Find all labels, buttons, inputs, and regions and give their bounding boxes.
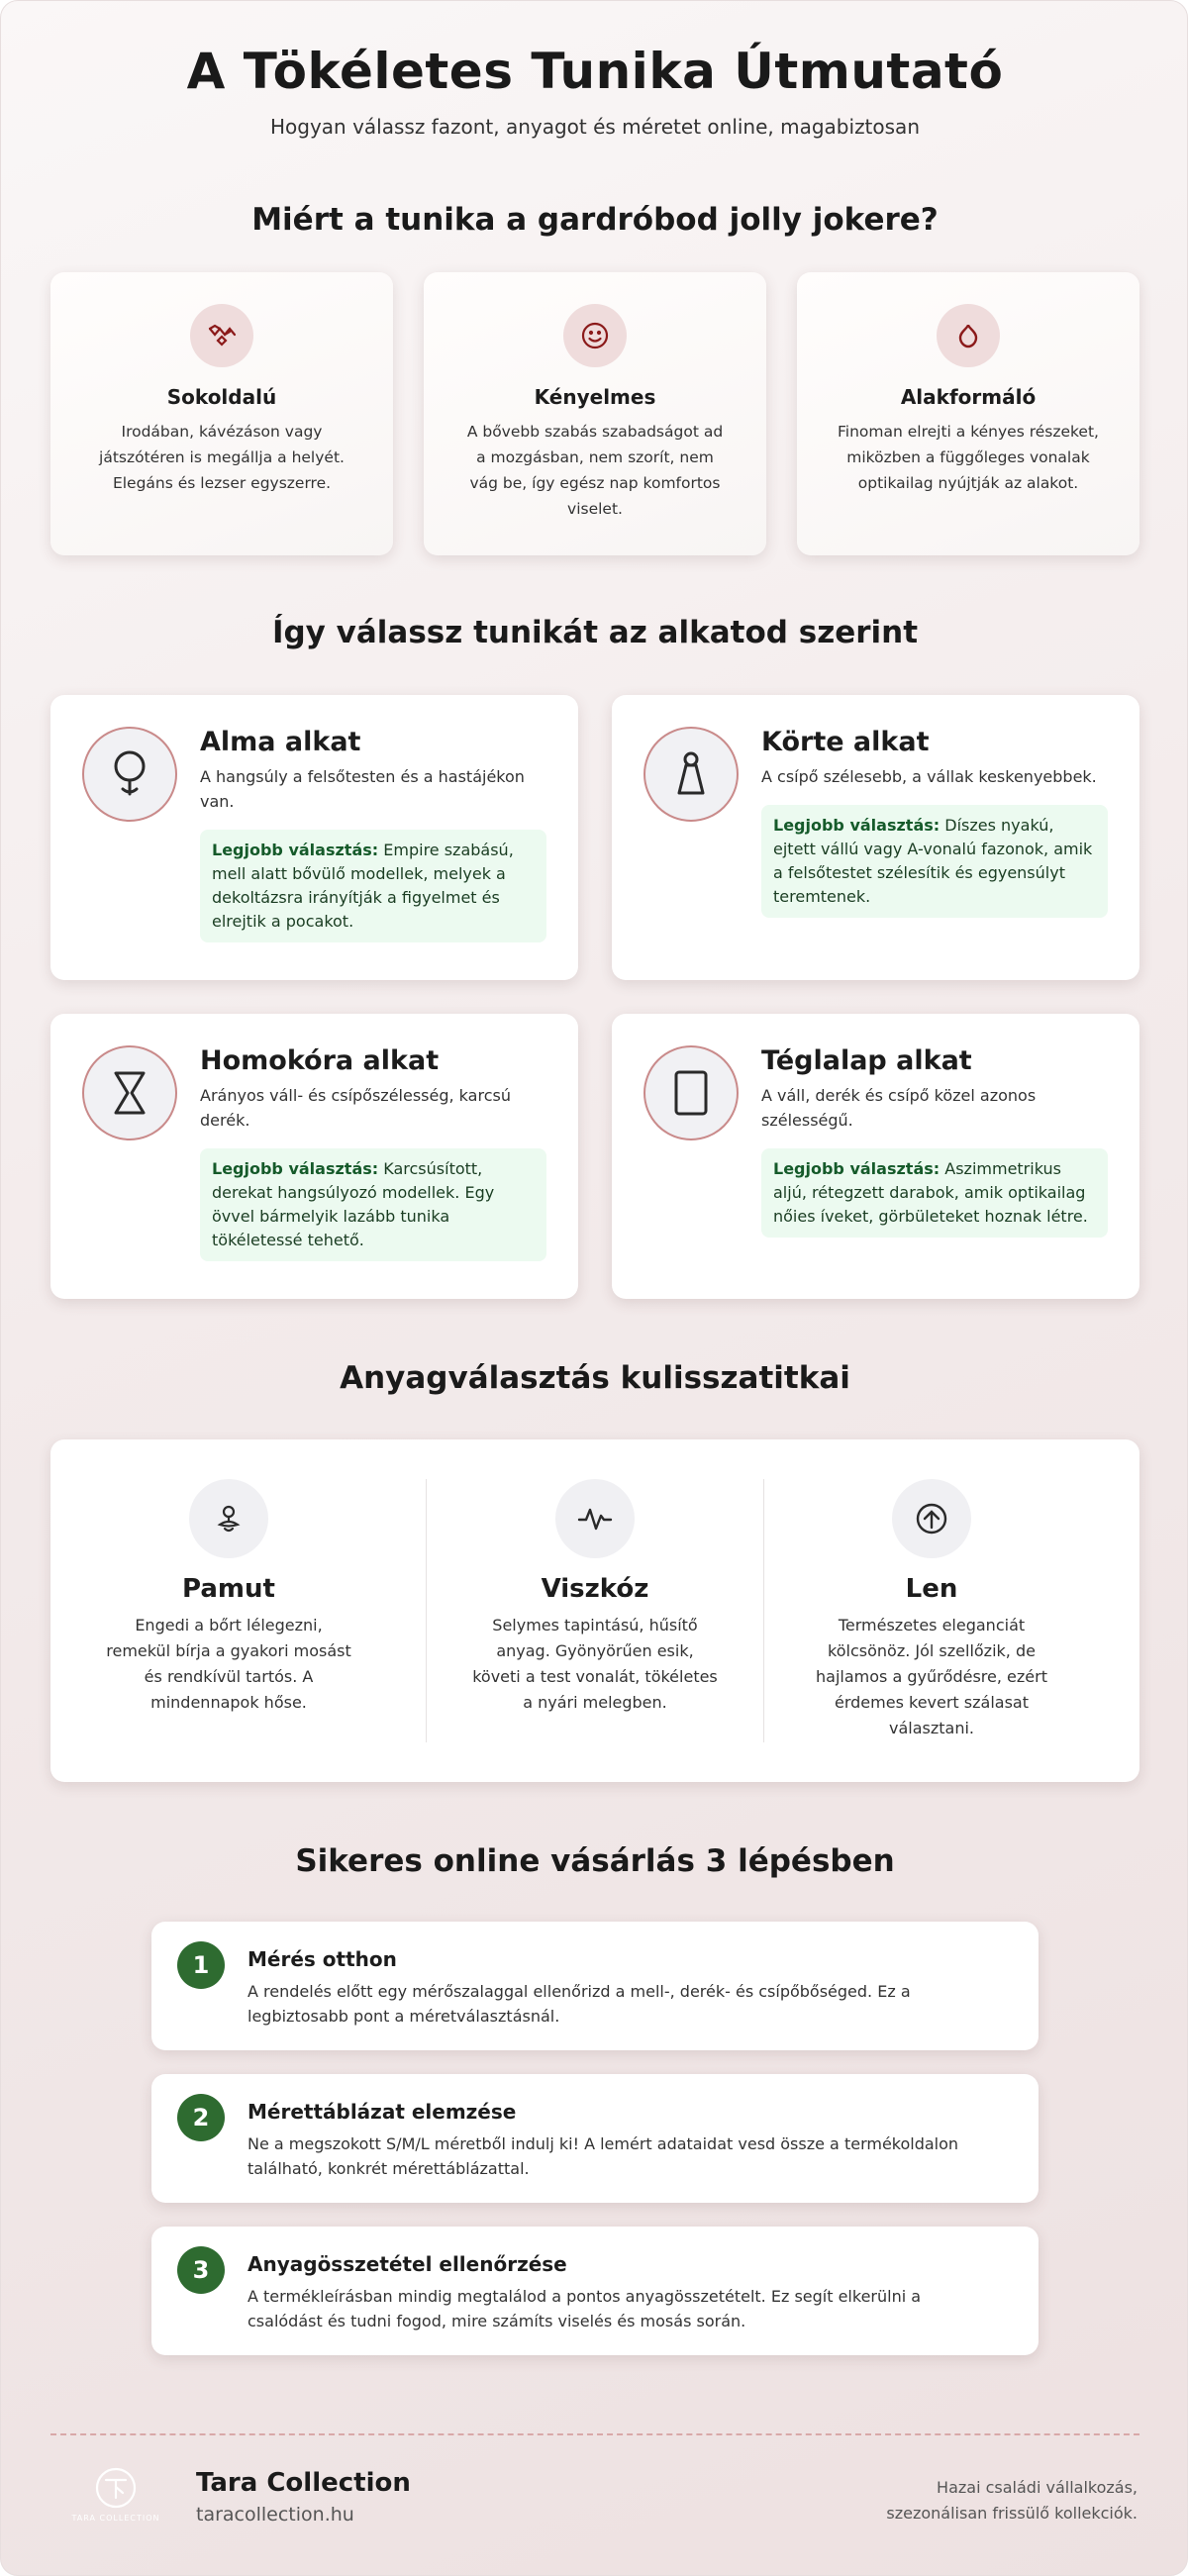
body-card-apple bbox=[50, 695, 578, 980]
page-title: A Tökéletes Tunika Útmutató bbox=[186, 43, 1004, 100]
material-linen bbox=[763, 1439, 1100, 1782]
linen-icon bbox=[892, 1479, 971, 1558]
shape-icon bbox=[937, 304, 1000, 367]
footer-note bbox=[886, 2475, 1138, 2526]
versatile-icon bbox=[190, 304, 253, 367]
pear-shape-icon bbox=[644, 727, 739, 822]
why-card-title: Alakformáló bbox=[900, 385, 1037, 409]
body-card-rectangle bbox=[612, 1014, 1139, 1299]
body-types-section-title: Így válassz tunikát az alkatod szerint bbox=[271, 615, 919, 650]
materials-card bbox=[50, 1439, 1139, 1782]
why-card-title: Kényelmes bbox=[534, 385, 656, 409]
cotton-icon bbox=[189, 1479, 268, 1558]
tip-label: Legjobb választás: bbox=[773, 816, 940, 835]
step-title: Anyagösszetétel ellenőrzése bbox=[248, 2252, 567, 2276]
why-card-title: Sokoldalú bbox=[166, 385, 277, 409]
logo-wordmark: TARA COLLECTION bbox=[71, 2514, 160, 2523]
tip-text: Aszimmetrikus aljú, rétegzett darabok, amik optikailag nőies íveket, görbületeket hoznak létre. bbox=[773, 1159, 1088, 1226]
apple-shape-icon bbox=[82, 727, 177, 822]
body-card-title: Téglalap alkat bbox=[761, 1045, 972, 1076]
material-viscose bbox=[427, 1439, 763, 1782]
step-number-badge: 1 bbox=[177, 1941, 225, 1989]
step-number-badge: 3 bbox=[177, 2246, 225, 2294]
body-card-hourglass bbox=[50, 1014, 578, 1299]
body-card-title: Alma alkat bbox=[200, 727, 361, 757]
body-card-tip bbox=[761, 805, 1108, 918]
why-card-comfortable bbox=[424, 272, 766, 555]
footer-website-link[interactable]: taracollection.hu bbox=[196, 2504, 354, 2526]
tip-text: Díszes nyakú, ejtett vállú vagy A-vonalú fazonok, amik a felsőtestet szélesítik és egyensúlyt teremtenek. bbox=[773, 816, 1093, 906]
footer-brand-name: Tara Collection bbox=[196, 2468, 411, 2498]
material-text: Selymes tapintású, hűsítő anyag. Gyönyörűen esik, követi a test vonalát, tökéletes a nyári melegben. bbox=[472, 1616, 718, 1712]
body-card-tip bbox=[200, 1148, 546, 1261]
material-cotton bbox=[60, 1439, 397, 1782]
steps-section-title: Sikeres online vásárlás 3 lépésben bbox=[295, 1843, 895, 1879]
why-card-text: A bővebb szabás szabadságot ad a mozgásban, nem szorít, nem vág be, így egész nap komfortos viselet. bbox=[466, 423, 724, 518]
step-text: Ne a megszokott S/M/L méretből indulj ki! A lemért adataidat vesd össze a termékoldalon található, konkrét mérettáblázattal. bbox=[248, 2134, 959, 2178]
footer-note-line: Hazai családi vállalkozás, bbox=[937, 2478, 1138, 2497]
step-text: A termékleírásban mindig megtalálod a pontos anyagösszetételt. Ez segít elkerülni a csalódást és tudni fogod, mire számíts viselés és mosás során. bbox=[248, 2287, 922, 2330]
step-text: A rendelés előtt egy mérőszalaggal ellenőrizd a mell-, derék- és csípőbőséged. Ez a legbiztosabb pont a méretválasztásnál. bbox=[248, 1982, 911, 2026]
step-card bbox=[151, 1922, 1039, 2050]
material-title: Pamut bbox=[182, 1574, 275, 1604]
body-card-title: Körte alkat bbox=[761, 727, 930, 757]
body-card-description: Arányos váll- és csípőszélesség, karcsú derék. bbox=[200, 1086, 511, 1130]
step-title: Mérés otthon bbox=[248, 1947, 397, 1971]
brand-logo bbox=[71, 2465, 160, 2528]
why-card-shaping bbox=[797, 272, 1139, 555]
step-title: Mérettáblázat elemzése bbox=[248, 2100, 517, 2124]
why-card-text: Irodában, kávézáson vagy játszótéren is megállja a helyét. Elegáns és lezser egyszerre. bbox=[99, 423, 345, 492]
tip-text: Empire szabású, mell alatt bővülő modellek, melyek a dekoltázsra irányítják a figyelmet és elrejtik a pocakot. bbox=[212, 841, 514, 931]
body-card-description: A csípő szélesebb, a vállak keskenyebbek. bbox=[761, 767, 1097, 786]
step-card bbox=[151, 2227, 1039, 2355]
body-card-pear bbox=[612, 695, 1139, 980]
rectangle-shape-icon bbox=[644, 1045, 739, 1140]
hourglass-icon bbox=[82, 1045, 177, 1140]
body-card-tip bbox=[761, 1148, 1108, 1238]
step-card bbox=[151, 2074, 1039, 2203]
footer-divider bbox=[50, 2433, 1139, 2435]
why-card-versatile bbox=[50, 272, 393, 555]
material-text: Természetes eleganciát kölcsönöz. Jól szellőzik, de hajlamos a gyűrődésre, ezért érdemes kevert szálasat választani. bbox=[816, 1616, 1047, 1737]
body-card-title: Homokóra alkat bbox=[200, 1045, 440, 1076]
wave-icon bbox=[555, 1479, 635, 1558]
footer-note-line: szezonálisan frissülő kollekciók. bbox=[886, 2504, 1138, 2523]
material-text: Engedi a bőrt lélegezni, remekül bírja a gyakori mosást és rendkívül tartós. A mindennapok hőse. bbox=[106, 1616, 351, 1712]
why-card-text: Finoman elrejti a kényes részeket, miközben a függőleges vonalak optikailag nyújtják az alakot. bbox=[838, 423, 1099, 492]
tip-label: Legjobb választás: bbox=[773, 1159, 940, 1178]
materials-section-title: Anyagválasztás kulisszatitkai bbox=[340, 1360, 850, 1396]
tip-label: Legjobb választás: bbox=[212, 841, 379, 859]
material-title: Viszkóz bbox=[541, 1574, 649, 1604]
body-card-description: A hangsúly a felsőtesten és a hastájékon van. bbox=[200, 767, 525, 811]
material-title: Len bbox=[905, 1574, 958, 1604]
page-subtitle: Hogyan válassz fazont, anyagot és méretet online, magabiztosan bbox=[269, 115, 920, 139]
why-section-title: Miért a tunika a gardróbod jolly jokere? bbox=[251, 202, 939, 238]
tip-text: Karcsúsított, derekat hangsúlyozó modellek. Egy övvel bármelyik lazább tunika tökéletessé tehető. bbox=[212, 1159, 495, 1249]
smile-icon bbox=[563, 304, 627, 367]
body-card-description: A váll, derék és csípő közel azonos szélességű. bbox=[761, 1086, 1037, 1130]
tip-label: Legjobb választás: bbox=[212, 1159, 379, 1178]
step-number-badge: 2 bbox=[177, 2094, 225, 2141]
body-card-tip bbox=[200, 830, 546, 942]
